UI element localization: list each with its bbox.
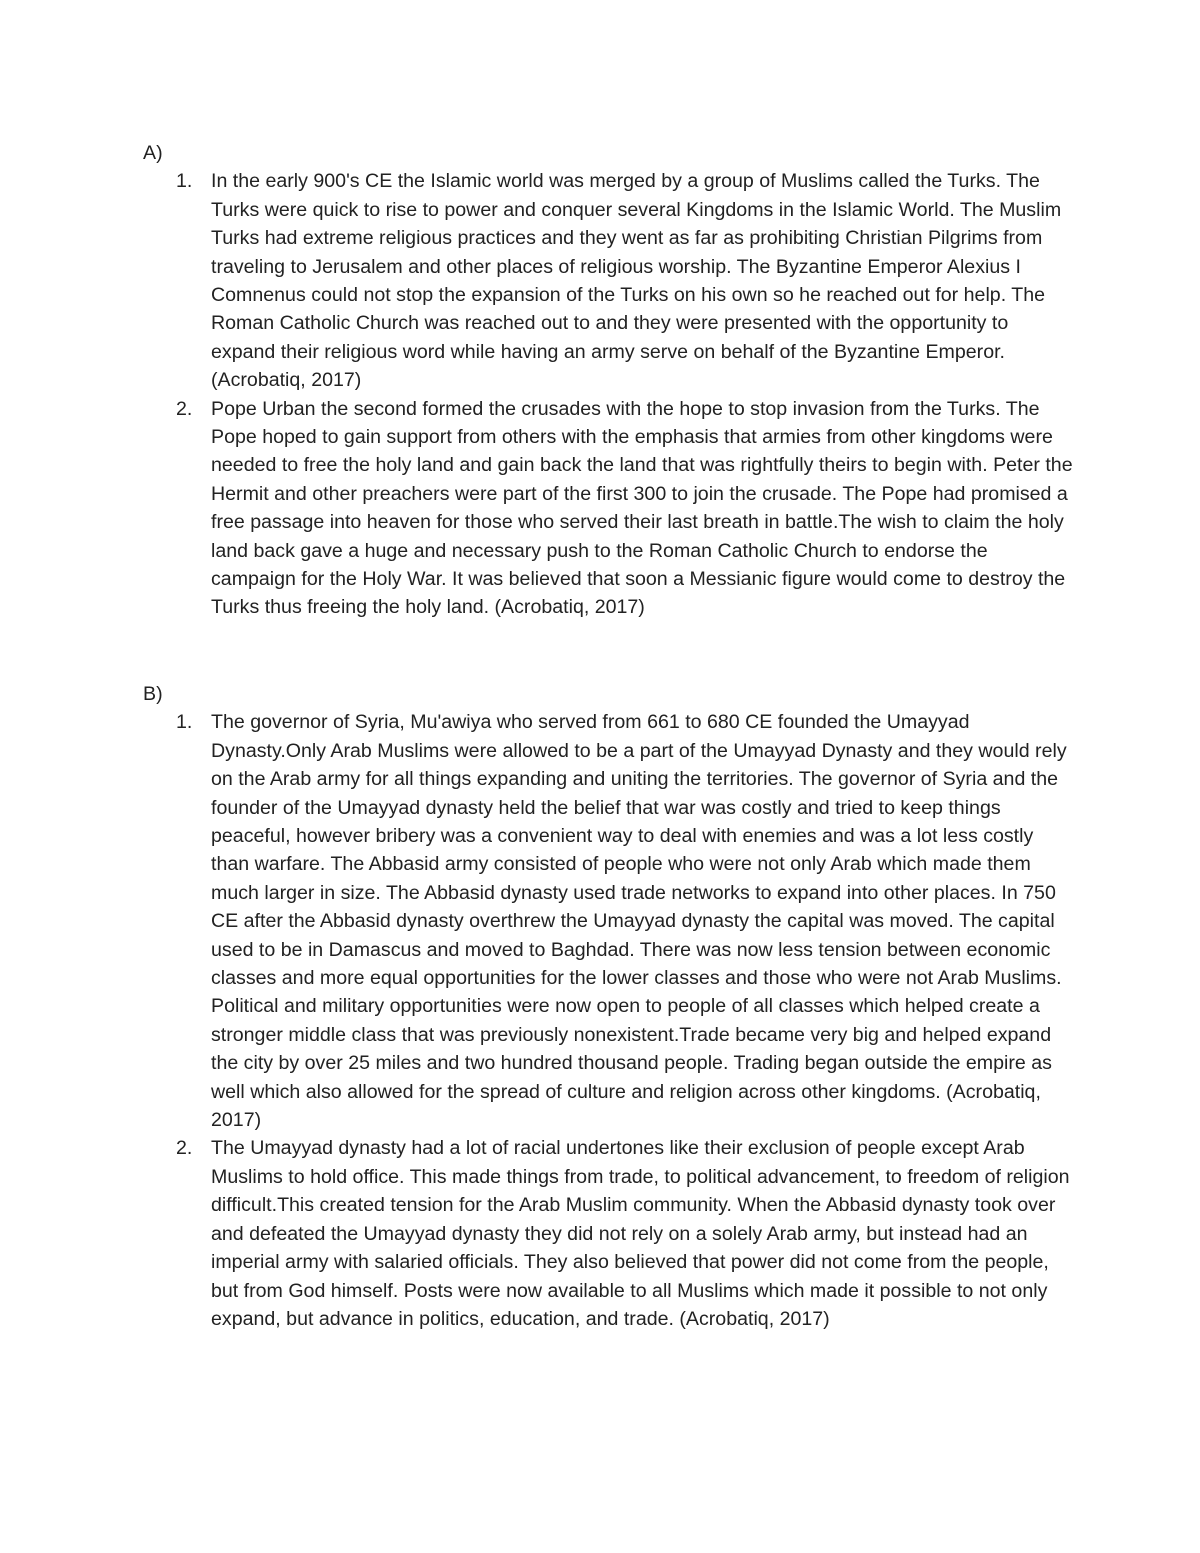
section-heading: A) — [143, 142, 163, 164]
list-item-text: The governor of Syria, Mu'awiya who served from 661 to 680 CE founded the Umayyad Dynasty.Only Arab Muslims were allowed to be a part of the Umayyad Dynasty and they would rely on the Arab army for all things expanding and uniting the territories. The governor of Syria and the founder of the Umayyad dynasty held the belief that war was costly and tried to keep things peaceful, however bribery was a convenient way to deal with enemies and was a lot less costly than warfare. The Abbasid army consisted of people who were not only Arab which made them much larger in size. The Abbasid dynasty used trade networks to expand into other places. In 750 CE after the Abbasid dynasty overthrew the Umayyad dynasty the capital was moved. The capital used to be in Damascus and moved to Baghdad. There was now less tension between economic classes and more equal opportunities for the lower classes and those who were not Arab Muslims. Political and military opportunities were now open to people of all classes which helped create a stronger middle class that was previously nonexistent.Trade became very big and helped expand the city by over 25 miles and two hundred thousand people. Trading began outside the empire as well which also allowed for the spread of culture and religion across other kingdoms. (Acrobatiq, 2017) — [211, 711, 1067, 1132]
list-item — [143, 1134, 1073, 1333]
list-item — [143, 395, 1073, 622]
section-a — [143, 139, 1073, 622]
list-item-number: 2. — [176, 1137, 193, 1160]
section-b — [143, 680, 1073, 1333]
list-item-text: In the early 900's CE the Islamic world was merged by a group of Muslims called the Turks. The Turks were quick to rise to power and conquer several Kingdoms in the Islamic World. The Muslim Turks had extreme religious practices and they went as far as prohibiting Christian Pilgrims from traveling to Jerusalem and other places of religious worship. The Byzantine Emperor Alexius I Comnenus could not stop the expansion of the Turks on his own so he reached out for help. The Roman Catholic Church was reached out to and they were presented with the opportunity to expand their religious word while having an army serve on behalf of the Byzantine Emperor. (Acrobatiq, 2017) — [211, 170, 1062, 392]
section-heading: B) — [143, 683, 163, 705]
list-item-number: 2. — [176, 397, 193, 420]
list-item — [143, 167, 1073, 394]
list-item — [143, 708, 1073, 1134]
list-item-text: The Umayyad dynasty had a lot of racial undertones like their exclusion of people except Arab Muslims to hold office. This made things from trade, to political advancement, to freedom of religion difficult.This created tension for the Arab Muslim community. When the Abbasid dynasty took over and defeated the Umayyad dynasty they did not rely on a solely Arab army, but instead had an imperial army with salaried officials. They also believed that power did not come from the people, but from God himself. Posts were now available to all Muslims which made it possible to not only expand, but advance in politics, education, and trade. (Acrobatiq, 2017) — [211, 1137, 1070, 1330]
list-item-text: Pope Urban the second formed the crusades with the hope to stop invasion from the Turks. The Pope hoped to gain support from others with the emphasis that armies from other kingdoms were needed to free the holy land and gain back the land that was rightfully theirs to begin with. Peter the Hermit and other preachers were part of the first 300 to join the crusade. The Pope had promised a free passage into heaven for those who served their last breath in battle.The wish to claim the holy land back gave a huge and necessary push to the Roman Catholic Church to endorse the campaign for the Holy War. It was believed that soon a Messianic figure would come to destroy the Turks thus freeing the holy land. (Acrobatiq, 2017) — [211, 397, 1073, 619]
list-item-number: 1. — [176, 170, 193, 193]
list-item-number: 1. — [176, 711, 193, 734]
